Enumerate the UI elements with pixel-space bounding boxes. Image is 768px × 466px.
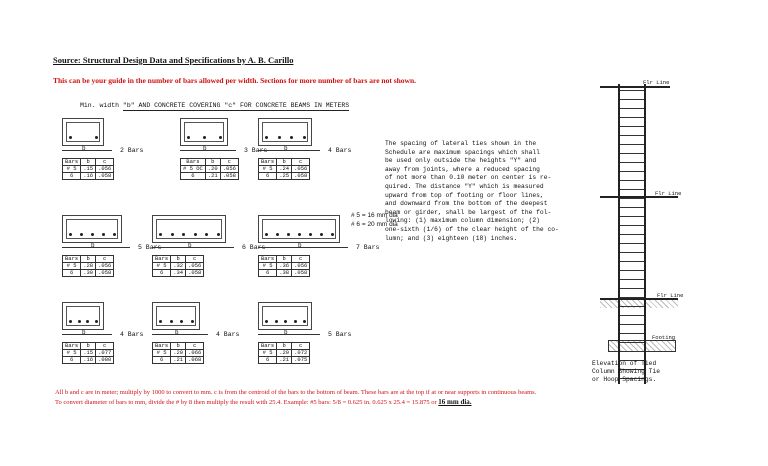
table-cell: .16 — [81, 173, 96, 180]
table-cell: # 5 — [153, 263, 171, 270]
bars-count-label: 4 Bars — [328, 147, 352, 154]
table-cell: .072 — [292, 350, 310, 357]
table-cell: 6 — [259, 357, 277, 364]
table-cell: .080 — [96, 357, 114, 364]
bars-count-label: 2 Bars — [120, 147, 144, 154]
bar-group-table — [258, 342, 310, 364]
table-cell: .058 — [220, 173, 238, 180]
column-tie — [620, 297, 644, 298]
table-cell: b — [81, 343, 96, 350]
table-cell: b — [171, 343, 186, 350]
table-cell: .34 — [171, 270, 186, 277]
rebar-dot — [265, 320, 268, 323]
rebar-dot — [170, 320, 173, 323]
table-cell: .077 — [96, 350, 114, 357]
table-cell: .15 — [81, 166, 96, 173]
dia-note-5: # 5 = 16 mm dia — [351, 212, 398, 219]
bars-count-label: 6 Bars — [242, 244, 266, 251]
table-cell: .30 — [81, 270, 96, 277]
rebar-dot — [69, 320, 72, 323]
width-dimension-label: b — [284, 329, 288, 336]
table-cell: .36 — [277, 263, 292, 270]
table-cell: .056 — [292, 263, 310, 270]
table-cell: 6 — [63, 270, 81, 277]
bar-group-table — [180, 158, 239, 180]
bars-count-label: 5 Bars — [328, 331, 352, 338]
para-line: lowing: (1) maximum column dimension; (2) — [385, 217, 540, 225]
width-dimension-line — [258, 247, 348, 248]
table-cell: .28 — [81, 263, 96, 270]
table-cell: .32 — [171, 263, 186, 270]
width-dimension-label: b — [188, 242, 192, 249]
column-tie — [620, 234, 644, 235]
table-cell: b — [277, 256, 292, 263]
rebar-dot — [69, 233, 72, 236]
rebar-dot — [309, 233, 312, 236]
para-line: upward from top of footing or floor lines, — [385, 191, 544, 199]
para-line: be used only outside the heights "Y" and — [385, 157, 537, 165]
column-tie — [620, 342, 644, 343]
table-cell: 6 — [63, 357, 81, 364]
column-tie — [620, 324, 644, 325]
table-cell: c — [186, 256, 204, 263]
beam-section-drawing — [62, 118, 104, 146]
column-tie — [620, 198, 644, 199]
width-dimension-label: b — [175, 329, 179, 336]
table-cell: Bars — [63, 159, 81, 166]
column-tie — [620, 162, 644, 163]
dia-note-6: # 6 = 20 mm dia — [351, 221, 398, 228]
rebar-dot — [187, 136, 190, 139]
caption-line: Column Showing Tie — [592, 368, 661, 375]
table-cell: # 5 — [259, 263, 277, 270]
caption-line: or Hoop Spacings. — [592, 376, 657, 383]
rebar-dot — [102, 233, 105, 236]
table-cell: .20 — [205, 166, 220, 173]
table-cell: .20 — [277, 350, 292, 357]
table-cell: .058 — [292, 173, 310, 180]
column-tie — [620, 252, 644, 253]
rebar-dot — [331, 233, 334, 236]
column-tie — [620, 99, 644, 100]
rebar-dot — [219, 136, 222, 139]
column-tie — [620, 207, 644, 208]
rebar-dot — [298, 233, 301, 236]
column-tie — [620, 288, 644, 289]
table-cell: Bars — [63, 256, 81, 263]
rebar-dot — [303, 320, 306, 323]
beam-section-drawing — [258, 302, 312, 330]
table-title-prefix: Min. width — [80, 102, 120, 109]
column-tie — [620, 351, 644, 352]
footer-conversion-result: 16 mm dia. — [438, 398, 472, 406]
table-cell: b — [81, 159, 96, 166]
table-row — [259, 357, 310, 364]
width-dimension-label: b — [91, 242, 95, 249]
table-cell: b — [171, 256, 186, 263]
rebar-dot — [113, 233, 116, 236]
beam-section-drawing — [62, 302, 104, 330]
para-line: The spacing of lateral ties shown in the — [385, 140, 537, 147]
table-cell: .21 — [277, 357, 292, 364]
rebar-dot — [303, 136, 306, 139]
tie-spacing-paragraph — [385, 140, 575, 243]
table-cell: # 5 — [153, 350, 171, 357]
table-cell: 6 — [259, 270, 277, 277]
bar-group-table — [62, 158, 114, 180]
rebar-dot — [191, 320, 194, 323]
guide-note: This can be your guide in the number of bars allowed per width. Sections for more number of bars are not shown. — [53, 76, 417, 85]
table-cell: .056 — [220, 166, 238, 173]
width-dimension-line — [62, 150, 112, 151]
table-cell: .068 — [186, 357, 204, 364]
source-heading: Source: Structural Design Data and Specifications by A. B. Carillo — [53, 55, 294, 65]
column-tie — [620, 315, 644, 316]
para-line: one-sixth (1/6) of the clear height of the co- — [385, 225, 559, 233]
table-cell: # 5 — [63, 263, 81, 270]
rebar-dot — [203, 136, 206, 139]
beam-section-drawing — [180, 118, 228, 146]
stirrup-outline — [66, 219, 118, 239]
para-line: quired. The distance "Y" which is measured — [385, 182, 544, 190]
table-cell: .056 — [96, 263, 114, 270]
width-dimension-line — [152, 247, 234, 248]
rebar-dot — [217, 233, 220, 236]
table-cell: 6 — [63, 173, 81, 180]
column-tie — [620, 225, 644, 226]
column-tie — [620, 261, 644, 262]
rebar-dot — [69, 136, 72, 139]
column-tie — [620, 279, 644, 280]
stirrup-outline — [66, 122, 100, 142]
rebar-dot — [95, 320, 98, 323]
column-tie — [620, 135, 644, 136]
table-cell: .058 — [96, 173, 114, 180]
column-tie — [620, 171, 644, 172]
stirrup-outline — [156, 219, 222, 239]
width-dimension-line — [180, 150, 236, 151]
stirrup-outline — [262, 122, 308, 142]
table-cell: # 5 — [259, 350, 277, 357]
table-cell: .058 — [292, 270, 310, 277]
rebar-dot — [294, 320, 297, 323]
table-cell: c — [292, 159, 310, 166]
table-cell: b — [277, 343, 292, 350]
bar-group-table — [152, 255, 204, 277]
rebar-dot — [265, 233, 268, 236]
para-line: Schedule are maximum spacings which shall — [385, 148, 540, 156]
footing-label: Footing — [652, 334, 676, 341]
column-tie — [620, 126, 644, 127]
flr-line-mid-label: Flr Line — [655, 190, 682, 197]
table-cell: .16 — [81, 357, 96, 364]
column-tie — [620, 189, 644, 190]
rebar-dot — [265, 136, 268, 139]
width-dimension-label: b — [82, 329, 86, 336]
table-cell: c — [292, 343, 310, 350]
column-tie — [620, 306, 644, 307]
column-tie — [620, 108, 644, 109]
para-line: of not more than 0.10 meter on center is re- — [385, 174, 552, 182]
stirrup-outline — [66, 306, 100, 326]
beam-section-drawing — [258, 215, 340, 243]
table-cell: Bars — [259, 343, 277, 350]
table-cell: Bars — [181, 159, 206, 166]
table-cell: c — [292, 256, 310, 263]
table-cell: # 5 — [63, 350, 81, 357]
rebar-dot — [80, 233, 83, 236]
table-cell: c — [220, 159, 238, 166]
width-dimension-line — [62, 334, 112, 335]
table-cell: .056 — [186, 263, 204, 270]
table-cell: Bars — [259, 256, 277, 263]
column-outline — [618, 84, 646, 384]
table-cell: c — [186, 343, 204, 350]
table-cell: c — [96, 159, 114, 166]
table-cell: .20 — [171, 350, 186, 357]
bar-group-table — [62, 255, 114, 277]
rebar-dot — [91, 233, 94, 236]
table-cell: .056 — [96, 166, 114, 173]
beam-section-drawing — [62, 215, 122, 243]
table-cell: .15 — [81, 350, 96, 357]
rebar-dot — [275, 320, 278, 323]
stirrup-outline — [184, 122, 224, 142]
table-cell: c — [96, 256, 114, 263]
table-cell: 6 — [153, 357, 171, 364]
bars-count-label: 4 Bars — [216, 331, 240, 338]
bars-count-label: 5 Bars — [138, 244, 162, 251]
rebar-dot — [276, 233, 279, 236]
rebar-dot — [95, 136, 98, 139]
table-cell: 6 — [259, 173, 277, 180]
table-cell: # 5 — [259, 166, 277, 173]
table-row — [259, 270, 310, 277]
table-cell: c — [96, 343, 114, 350]
beam-section-drawing — [152, 302, 200, 330]
rebar-dot — [194, 233, 197, 236]
width-dimension-label: b — [284, 145, 288, 152]
footer-note-conversion — [55, 398, 472, 406]
table-cell: b — [277, 159, 292, 166]
para-line: away from joints, where a reduced spacing — [385, 165, 540, 173]
width-dimension-label: b — [203, 145, 207, 152]
table-row — [63, 270, 114, 277]
table-cell: # 5 OC — [181, 166, 206, 173]
width-dimension-line — [152, 334, 208, 335]
column-tie — [620, 333, 644, 334]
rebar-dot — [287, 233, 290, 236]
caption-line: Elevation of Tied — [592, 360, 657, 367]
column-tie — [620, 153, 644, 154]
width-dimension-line — [258, 150, 320, 151]
flr-line-top-label: Flr Line — [643, 79, 670, 86]
stirrup-outline — [262, 219, 336, 239]
table-cell: Bars — [259, 159, 277, 166]
table-cell: b — [81, 256, 96, 263]
bar-group-table — [152, 342, 204, 364]
table-row — [63, 357, 114, 364]
table-row — [153, 357, 204, 364]
rebar-dot — [159, 233, 162, 236]
bars-count-label: 4 Bars — [120, 331, 144, 338]
column-tie — [620, 270, 644, 271]
table-title — [80, 102, 349, 109]
rebar-dot — [278, 136, 281, 139]
table-cell: .25 — [277, 173, 292, 180]
stirrup-outline — [262, 306, 308, 326]
table-cell: 6 — [181, 173, 206, 180]
column-tie — [620, 117, 644, 118]
table-cell: # 5 — [63, 166, 81, 173]
table-cell: .21 — [205, 173, 220, 180]
flr-line-low-label: Flr Line — [657, 292, 684, 299]
table-cell: .38 — [277, 270, 292, 277]
table-cell: .058 — [96, 270, 114, 277]
bar-group-table — [62, 342, 114, 364]
footer-note-units: All b and c are in meter; multiply by 1000 to convert to mm. c is from the centroid of the bars to the bottom of beam. These bars are at the top if at or near supports in continuous beams. — [55, 389, 537, 396]
table-cell: .21 — [171, 357, 186, 364]
para-line: and downward from the bottom of the deepest — [385, 200, 548, 208]
table-title-rest: "b" AND CONCRETE COVERING "c" FOR CONCRETE BEAMS IN METERS — [122, 102, 350, 109]
column-tie — [620, 144, 644, 145]
stirrup-outline — [156, 306, 196, 326]
bars-count-label: 7 Bars — [356, 244, 380, 251]
table-row — [153, 270, 204, 277]
width-dimension-label: b — [298, 242, 302, 249]
width-dimension-line — [258, 334, 320, 335]
table-row — [259, 173, 310, 180]
width-dimension-line — [62, 247, 130, 248]
table-cell: b — [205, 159, 220, 166]
table-cell: Bars — [63, 343, 81, 350]
table-cell: .056 — [292, 166, 310, 173]
table-cell: 6 — [153, 270, 171, 277]
para-line: beam or girder, shall be largest of the fol- — [385, 208, 552, 216]
rebar-dot — [320, 233, 323, 236]
rebar-dot — [159, 320, 162, 323]
rebar-dot — [284, 320, 287, 323]
rebar-dot — [171, 233, 174, 236]
beam-section-drawing — [152, 215, 226, 243]
bar-group-table — [258, 158, 310, 180]
table-cell: Bars — [153, 256, 171, 263]
rebar-dot — [78, 320, 81, 323]
table-cell: .058 — [186, 270, 204, 277]
width-dimension-label: b — [82, 145, 86, 152]
table-cell: .24 — [277, 166, 292, 173]
column-tie — [620, 90, 644, 91]
para-line: lumn; and (3) eighteen (18) inches. — [385, 234, 518, 242]
column-tie — [620, 180, 644, 181]
table-cell: Bars — [153, 343, 171, 350]
beam-section-drawing — [258, 118, 312, 146]
table-cell: .075 — [292, 357, 310, 364]
footer-conversion-text: To convert diameter of bars to mm, divide the # by 8 then multiply the result with 25.4. Example: #5 bars: 5/8 = 0.625 in. 0.625 x 25.4 = 15.875 or — [55, 399, 439, 406]
column-tie — [620, 216, 644, 217]
elevation-caption — [592, 360, 660, 384]
table-row — [63, 173, 114, 180]
table-row — [181, 173, 239, 180]
bar-group-table — [258, 255, 310, 277]
table-cell: .066 — [186, 350, 204, 357]
column-tie — [620, 243, 644, 244]
bars-count-label: 3 Bars — [244, 147, 268, 154]
